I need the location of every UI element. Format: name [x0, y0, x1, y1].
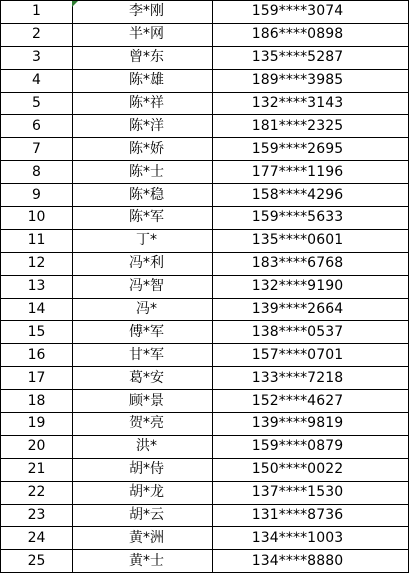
- phone-cell[interactable]: 137****1530: [213, 481, 409, 504]
- phone-cell[interactable]: 157****0701: [213, 344, 409, 367]
- name-cell[interactable]: 胡*云: [73, 504, 213, 527]
- phone-cell[interactable]: 135****0601: [213, 229, 409, 252]
- row-index-cell[interactable]: 3: [1, 46, 73, 69]
- table-row[interactable]: [1, 252, 409, 275]
- row-index-cell[interactable]: 21: [1, 458, 73, 481]
- name-cell[interactable]: 贺*亮: [73, 413, 213, 436]
- phone-cell[interactable]: 152****4627: [213, 390, 409, 413]
- row-index-cell[interactable]: 24: [1, 527, 73, 550]
- table-row[interactable]: [1, 92, 409, 115]
- phone-cell[interactable]: 183****6768: [213, 252, 409, 275]
- phone-cell[interactable]: 132****9190: [213, 275, 409, 298]
- name-cell[interactable]: 曾*东: [73, 46, 213, 69]
- cell-error-indicator-icon: [72, 1, 78, 7]
- phone-cell[interactable]: 159****5633: [213, 207, 409, 230]
- name-cell[interactable]: 陈*娇: [73, 138, 213, 161]
- row-index-cell[interactable]: 10: [1, 207, 73, 230]
- table-row[interactable]: [1, 229, 409, 252]
- phone-cell[interactable]: 159****2695: [213, 138, 409, 161]
- name-cell[interactable]: 丁*: [73, 229, 213, 252]
- row-index-cell[interactable]: 5: [1, 92, 73, 115]
- phone-cell[interactable]: 150****0022: [213, 458, 409, 481]
- name-cell[interactable]: 甘*军: [73, 344, 213, 367]
- name-cell[interactable]: 陈*雄: [73, 69, 213, 92]
- table-row[interactable]: [1, 275, 409, 298]
- name-cell[interactable]: 陈*军: [73, 207, 213, 230]
- phone-cell[interactable]: 131****8736: [213, 504, 409, 527]
- phone-cell[interactable]: 138****0537: [213, 321, 409, 344]
- table-row[interactable]: [1, 46, 409, 69]
- row-index-cell[interactable]: 25: [1, 550, 73, 573]
- table-row[interactable]: [1, 390, 409, 413]
- name-cell[interactable]: 陈*稳: [73, 184, 213, 207]
- name-cell[interactable]: 洪*: [73, 435, 213, 458]
- name-cell[interactable]: 顾*景: [73, 390, 213, 413]
- table-row[interactable]: [1, 458, 409, 481]
- table-row[interactable]: [1, 367, 409, 390]
- row-index-cell[interactable]: 9: [1, 184, 73, 207]
- row-index-cell[interactable]: 16: [1, 344, 73, 367]
- row-index-cell[interactable]: 7: [1, 138, 73, 161]
- name-cell[interactable]: 李*刚: [73, 1, 213, 24]
- row-index-cell[interactable]: 13: [1, 275, 73, 298]
- phone-cell[interactable]: 159****0879: [213, 435, 409, 458]
- table-row[interactable]: [1, 161, 409, 184]
- row-index-cell[interactable]: 4: [1, 69, 73, 92]
- row-index-cell[interactable]: 6: [1, 115, 73, 138]
- row-index-cell[interactable]: 2: [1, 23, 73, 46]
- table-row[interactable]: [1, 504, 409, 527]
- table-row[interactable]: [1, 1, 409, 24]
- table-row[interactable]: [1, 138, 409, 161]
- row-index-cell[interactable]: 19: [1, 413, 73, 436]
- table-row[interactable]: [1, 344, 409, 367]
- name-cell[interactable]: 胡*侍: [73, 458, 213, 481]
- phone-cell[interactable]: 135****5287: [213, 46, 409, 69]
- row-index-cell[interactable]: 15: [1, 321, 73, 344]
- phone-cell[interactable]: 186****0898: [213, 23, 409, 46]
- name-cell[interactable]: 傅*军: [73, 321, 213, 344]
- name-cell[interactable]: 胡*龙: [73, 481, 213, 504]
- table-row[interactable]: [1, 298, 409, 321]
- row-index-cell[interactable]: 11: [1, 229, 73, 252]
- row-index-cell[interactable]: 12: [1, 252, 73, 275]
- name-cell[interactable]: 冯*利: [73, 252, 213, 275]
- table-row[interactable]: [1, 527, 409, 550]
- row-index-cell[interactable]: 23: [1, 504, 73, 527]
- table-row[interactable]: [1, 481, 409, 504]
- name-cell[interactable]: 冯*智: [73, 275, 213, 298]
- phone-cell[interactable]: 189****3985: [213, 69, 409, 92]
- table-row[interactable]: [1, 321, 409, 344]
- phone-cell[interactable]: 133****7218: [213, 367, 409, 390]
- table-row[interactable]: [1, 435, 409, 458]
- row-index-cell[interactable]: 14: [1, 298, 73, 321]
- name-cell[interactable]: 黄*洲: [73, 527, 213, 550]
- name-cell[interactable]: 陈*祥: [73, 92, 213, 115]
- table-row[interactable]: [1, 413, 409, 436]
- name-cell[interactable]: 冯*: [73, 298, 213, 321]
- phone-cell[interactable]: 158****4296: [213, 184, 409, 207]
- row-index-cell[interactable]: 1: [1, 1, 73, 24]
- table-row[interactable]: [1, 550, 409, 573]
- phone-cell[interactable]: 177****1196: [213, 161, 409, 184]
- phone-cell[interactable]: 159****3074: [213, 1, 409, 24]
- row-index-cell[interactable]: 8: [1, 161, 73, 184]
- phone-cell[interactable]: 132****3143: [213, 92, 409, 115]
- name-cell[interactable]: 陈*洋: [73, 115, 213, 138]
- table-row[interactable]: [1, 207, 409, 230]
- phone-cell[interactable]: 181****2325: [213, 115, 409, 138]
- table-row[interactable]: [1, 69, 409, 92]
- name-cell[interactable]: 葛*安: [73, 367, 213, 390]
- row-index-cell[interactable]: 20: [1, 435, 73, 458]
- phone-cell[interactable]: 139****2664: [213, 298, 409, 321]
- table-row[interactable]: [1, 23, 409, 46]
- name-cell[interactable]: 半*网: [73, 23, 213, 46]
- phone-cell[interactable]: 139****9819: [213, 413, 409, 436]
- phone-cell[interactable]: 134****8880: [213, 550, 409, 573]
- row-index-cell[interactable]: 17: [1, 367, 73, 390]
- phone-cell[interactable]: 134****1003: [213, 527, 409, 550]
- row-index-cell[interactable]: 18: [1, 390, 73, 413]
- spreadsheet-body: [1, 1, 409, 573]
- name-cell[interactable]: 黄*士: [73, 550, 213, 573]
- name-cell[interactable]: 陈*士: [73, 161, 213, 184]
- table-row[interactable]: [1, 115, 409, 138]
- table-row[interactable]: [1, 184, 409, 207]
- row-index-cell[interactable]: 22: [1, 481, 73, 504]
